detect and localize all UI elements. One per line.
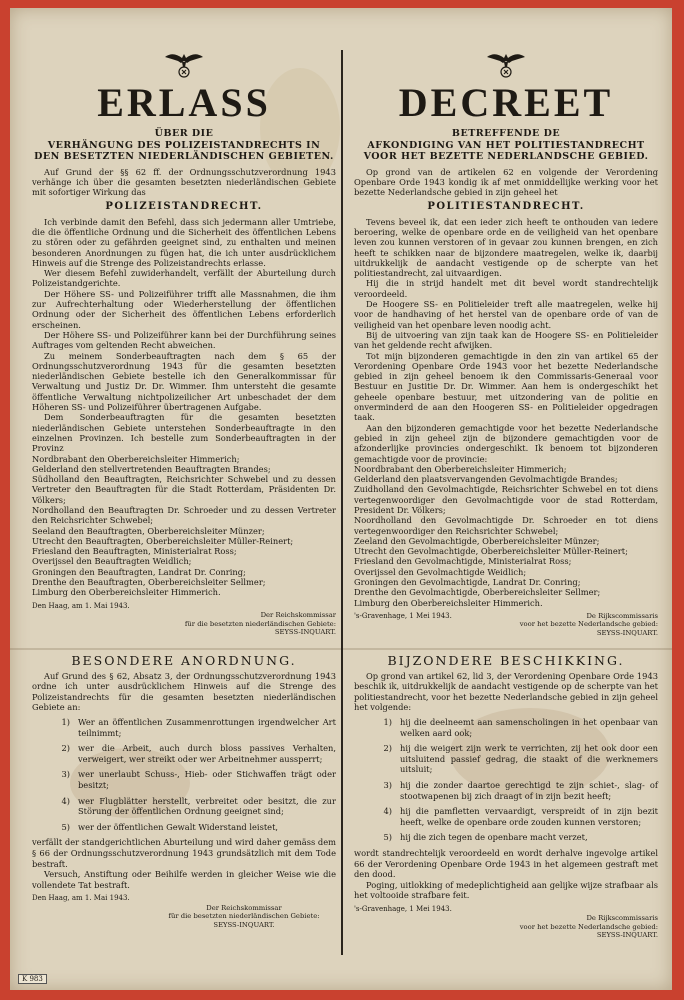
body-paragraph: Ich verbinde damit den Befehl, dass sich jedermann aller Umtriebe, die die öffentliche Ordnung und die Sicherheit des öffentlichen Lebens zu stören oder zu gefährden geeignet sind, zu enthalten und meinen besonderen Anordnungen zu fügen hat, die ich unter ausdrücklichem Hinweis auf die Strenge des Polizeistandrechts erlasse. xyxy=(32,216,336,268)
decree-subtitle: AFKONDIGING VAN HET POLITIESTANDRECHT xyxy=(367,139,645,151)
list-item: Nordholland den Beauftragten Dr. Schroeder und zu dessen Vertreter den Reichsrichter Schwebel; xyxy=(32,505,336,526)
signature-line: SEYSS-INQUART. xyxy=(213,920,275,929)
signature-block xyxy=(354,914,658,940)
list-item: Overijssel den Gevolmachtigde Weidlich; xyxy=(354,566,527,577)
list-item: Groningen den Gevolmachtigde, Landrat Dr. Conring; xyxy=(354,577,581,588)
list-item: Utrecht den Gevolmachtigde, Oberbereichsleiter Müller-Reinert; xyxy=(354,546,628,557)
signature-line: für die besetzten niederländischen Gebiete: xyxy=(184,619,336,628)
list-item: Seeland den Beauftragten, Oberbereichsleiter Münzer; xyxy=(32,525,265,536)
column-divider xyxy=(341,50,343,955)
list-item: Friesland den Gevolmachtigde, Ministerialrat Ross; xyxy=(354,556,572,567)
decree-subtitle: BETREFFENDE DE xyxy=(451,128,561,139)
item-number: 1) xyxy=(61,716,70,727)
intro-paragraph: Op grond van de artikelen 62 en volgende der Verordening Openbare Orde 1943 kondig ik af met onmiddellijke werking voor het bezette Nederlandsche gebied in zijn geheel het xyxy=(354,166,658,198)
special-order-title: BIJZONDERE BESCHIKKING. xyxy=(387,653,625,668)
decree-title: DECREET xyxy=(398,80,614,125)
intro-paragraph: Op grond van artikel 62, lid 3, der Verordening Openbare Orde 1943 beschik ik, uitdrukkelijk de aandacht vestigende op de scherpte van het politiestandrecht, voor het bezette Nederlandsche gebied in zijn geheel het volgende: xyxy=(354,670,658,713)
german-column xyxy=(32,48,336,637)
body-paragraph: Tot mijn bijzonderen gemachtigde in den zin van artikel 65 der Verordening Openbare Orde 1943 voor het bezette Nederlandsche gebied in zijn geheel benoem ik den Commissaris-Generaal voor Bestuur en Justitie Dr. Dr. Wimmer. Aan hem is ondergeschikt het geheele openbare bestuur, met uitzondering van de politie en onverminderd de aan den Hoogeren SS- en Politieleider opgedragen taak. xyxy=(354,350,658,423)
list-item xyxy=(32,796,336,817)
body-paragraph: Poging, uitlokking of medeplichtigheid aan gelijke wijze strafbaar als het voltooide strafbare feit. xyxy=(354,879,658,901)
item-text: Wer an öffentlichen Zusammenrottungen irgendwelcher Art teilnimmt; xyxy=(78,716,336,738)
list-item: Gelderland den plaatsvervangenden Gevolmachtigde Brandes; xyxy=(354,474,618,485)
province-list xyxy=(32,454,336,598)
list-item: Zuidholland den Gevolmachtigde, Reichsrichter Schwebel en tot diens vertegenwoordiger den Gevolmachtigde voor de stad Rotterdam, President Dr. Völkers; xyxy=(354,484,658,515)
signature-line: De Rijkscommissaris xyxy=(586,914,658,923)
decree-subtitle: VERHÄNGUNG DES POLIZEISTANDRECHTS IN xyxy=(47,139,321,151)
item-number: 3) xyxy=(383,779,392,790)
decree-subtitle: DEN BESETZTEN NIEDERLÄNDISCHEN GEBIETEN. xyxy=(34,151,334,162)
signature-line: SEYSS-INQUART. xyxy=(596,628,658,637)
signature-line: SEYSS-INQUART. xyxy=(274,628,336,637)
list-item: Noordholland den Gevolmachtigde Dr. Schroeder en tot diens vertegenwoordiger den Reichsrichter Schwebel; xyxy=(354,515,658,536)
item-text: wer die Arbeit, auch durch bloss passives Verhalten, verweigert, wer streikt oder wer Arbeitnehmer aussperrt; xyxy=(78,743,336,764)
signature-line: voor het bezette Nederlandsche gebied: xyxy=(519,620,658,629)
date-line: Den Haag, am 1. Mai 1943. xyxy=(32,894,130,903)
list-item: Utrecht den Beauftragten, Oberbereichsleiter Müller-Reinert; xyxy=(32,535,294,546)
body-paragraph: Der Höhere SS- und Polizeiführer kann bei der Durchführung seines Auftrages vom geltenden Recht abweichen. xyxy=(32,329,336,351)
signature-line: für die besetzten niederländischen Gebiete: xyxy=(168,912,320,921)
body-paragraph: Bij de uitvoering van zijn taak kan de Hoogere SS- en Politieleider van het geldende recht afwijken. xyxy=(354,329,658,351)
special-order-title: BESONDERE ANORDNUNG. xyxy=(71,653,297,668)
list-item: Groningen den Beauftragten, Landrat Dr. Conring; xyxy=(32,566,246,577)
german-special-order xyxy=(32,653,336,929)
archive-reference: K 983 xyxy=(18,974,47,984)
item-number: 2) xyxy=(383,743,392,754)
poster-sheet xyxy=(10,8,672,990)
decree-subtitle: VOOR HET BEZETTE NEDERLANDSCHE GEBIED. xyxy=(363,151,649,162)
list-item: Gelderland den stellvertretenden Beauftragten Brandes; xyxy=(32,463,271,474)
signature-line: Der Reichskommissar xyxy=(260,611,336,620)
item-number: 3) xyxy=(61,769,70,780)
list-item: Südholland den Beauftragten, Reichsrichter Schwebel und zu dessen Vertreter den Beauftragten für die Stadt Rotterdam, Präsidenten Dr. Völkers; xyxy=(32,474,336,505)
item-number: 5) xyxy=(61,821,70,832)
offence-list xyxy=(354,717,658,843)
signature-line: De Rijkscommissaris xyxy=(586,611,658,620)
section-heading: POLIZEISTANDRECHT. xyxy=(105,201,263,213)
item-number: 1) xyxy=(383,716,392,727)
list-item: Nordbrabant den Oberbereichsleiter Himmerich; xyxy=(32,453,240,464)
body-paragraph: Aan den bijzonderen gemachtigde voor het bezette Nederlandsche gebied in zijn geheel zijn de bijzondere gemachtigden voor de afzonderlijke provincies ondergeschikt. Ik benoem tot bijzonderen gemachtigde voor de provincie: xyxy=(354,422,658,464)
item-text: wer unerlaubt Schuss-, Hieb- oder Stichwaffen trägt oder besitzt; xyxy=(78,769,336,790)
list-item xyxy=(32,743,336,764)
date-line: 's-Gravenhage, 1 Mei 1943. xyxy=(354,904,452,913)
item-text: wer Flugblätter herstellt, verbreitet oder besitzt, die zur Störung der öffentlichen Ordnung geeignet sind; xyxy=(78,795,336,817)
list-item: Noordbrabant den Oberbereichsleiter Himmerich; xyxy=(354,463,567,474)
list-item: Drenthe den Gevolmachtigde, Oberbereichsleiter Sellmer; xyxy=(354,587,601,598)
item-number: 2) xyxy=(61,743,70,754)
list-item xyxy=(354,717,658,738)
intro-paragraph: Auf Grund der §§ 62 ff. der Ordnungsschutzverordnung 1943 verhänge ich über die gesamten besetzten niederländischen Gebiete mit sofortiger Wirkung das xyxy=(32,166,336,198)
item-text: hij die zich tegen de openbare macht verzet, xyxy=(400,832,588,843)
list-item xyxy=(354,743,658,775)
list-item: Drenthe den Beauftragten, Oberbereichsleiter Sellmer; xyxy=(32,577,266,588)
date-line: Den Haag, am 1. Mai 1943. xyxy=(32,601,130,610)
eagle-emblem-icon xyxy=(163,48,205,78)
eagle-emblem-icon xyxy=(485,48,527,78)
item-number: 4) xyxy=(61,795,70,806)
item-text: hij die deelneemt aan samenscholingen in het openbaar van welken aard ook; xyxy=(400,716,658,738)
body-paragraph: De Hoogere SS- en Politieleider treft alle maatregelen, welke hij voor de handhaving of het herstel van de openbare orde of van de veiligheid van het openbare leven noodig acht. xyxy=(354,299,658,330)
date-line: 's-Gravenhage, 1 Mei 1943. xyxy=(354,611,452,620)
dutch-column xyxy=(354,48,658,637)
body-paragraph: Hij die in strijd handelt met dit bevel wordt standrechtelijk veroordeeld. xyxy=(354,278,658,299)
list-item xyxy=(32,717,336,738)
body-paragraph: verfällt der standgerichtlichen Aburteilung und wird daher gemäss dem § 66 der Ordnungsschutzverordnung 1943 grundsätzlich mit dem Tode bestraft. xyxy=(32,837,336,869)
signature-block xyxy=(520,612,658,638)
body-paragraph: Versuch, Anstiftung oder Beihilfe werden in gleicher Weise wie die vollendete Tat bestraft. xyxy=(32,869,336,890)
body-paragraph: Tevens beveel ik, dat een ieder zich heeft te onthouden van iedere beroering, welke de openbare orde en de veiligheid van het openbare leven zou kunnen verstoren of in gevaar zou kunnen brengen, en zich heeft te schikken naar de bijzondere maatregelen, welke ik, daarbij uitdrukkelijk de aandacht vestigende op de scherpte van het politiestandrecht, zal uitvaardigen. xyxy=(354,216,658,279)
list-item: Zeeland den Gevolmachtigde, Oberbereichsleiter Münzer; xyxy=(354,535,600,546)
item-number: 4) xyxy=(383,806,392,817)
province-list xyxy=(354,464,658,608)
signature-line: voor het bezette Nederlandsche gebied: xyxy=(519,922,658,931)
list-item: Limburg den Oberbereichsleiter Himmerich. xyxy=(32,587,221,598)
date-signature-row xyxy=(354,612,658,638)
list-item xyxy=(32,769,336,790)
body-paragraph: Dem Sonderbeauftragten für die gesamten besetzten niederländischen Gebiete unterstehen Sonderbeauftragte in den einzelnen Provinzen. Ich bestelle zum Sonderbeauftragten in der Provinz xyxy=(32,412,336,454)
decree-title: ERLASS xyxy=(97,80,271,125)
body-paragraph: Wer diesem Befehl zuwiderhandelt, verfällt der Aburteilung durch Polizeistandgerichte. xyxy=(32,268,336,289)
list-item xyxy=(32,822,336,833)
list-item xyxy=(354,832,658,843)
signature-block xyxy=(32,611,336,637)
item-text: wer der öffentlichen Gewalt Widerstand leistet, xyxy=(78,821,279,832)
signature-line: Der Reichskommissar xyxy=(206,903,282,912)
body-paragraph: Zu meinem Sonderbeauftragten nach dem § 65 der Ordnungsschutzverordnung 1943 für die gesamten besetzten niederländischen Gebiete bestelle ich den Generalkommissar für Verwaltung und Justiz Dr. Dr. Wimmer. Ihm untersteht die gesamte öffentliche Verwaltung nichtpolizeilicher Art unbeschadet der dem Höheren SS- und Polizeiführer übertragenen Aufgabe. xyxy=(32,350,336,413)
list-item xyxy=(354,806,658,827)
item-text: hij die pamfletten vervaardigt, verspreidt of in zijn bezit heeft, welke de openbare orde zouden kunnen verstoren; xyxy=(400,806,658,827)
item-text: hij die zonder daartoe gerechtigd te zijn schiet-, slag- of stootwapenen bij zich draagt of in zijn bezit heeft; xyxy=(400,779,658,801)
dutch-special-order xyxy=(354,653,658,940)
list-item xyxy=(354,780,658,801)
intro-paragraph: Auf Grund des § 62, Absatz 3, der Ordnungsschutzverordnung 1943 ordne ich unter ausdrücklichem Hinweis auf die Strenge des Polizeistandrechts für die gesamten besetzten niederländischen Gebiete an: xyxy=(32,670,336,713)
body-paragraph: wordt standrechtelijk veroordeeld en wordt derhalve ingevolge artikel 66 der Verordening Openbare Orde 1943 in het algemeen gestraft met den dood. xyxy=(354,847,658,880)
body-paragraph: Der Höhere SS- und Polizeiführer trifft alle Massnahmen, die ihm zur Aufrechterhaltung oder Wiederherstellung der öffentlichen Ordnung oder der Sicherheit des öffentlichen Lebens erforderlich erscheinen. xyxy=(32,288,336,330)
item-text: hij die weigert zijn werk te verrichten, zij het ook door een uitsluitend passief gedrag, die staakt of die werknemers uitsluit; xyxy=(400,743,658,775)
list-item: Overijssel den Beauftragten Weidlich; xyxy=(32,556,192,567)
item-number: 5) xyxy=(383,832,392,843)
signature-line: SEYSS-INQUART. xyxy=(596,931,658,940)
section-heading: POLITIESTANDRECHT. xyxy=(427,201,585,213)
signature-block xyxy=(32,904,336,930)
list-item: Limburg den Oberbereichsleiter Himmerich. xyxy=(354,597,543,608)
decree-subtitle: ÜBER DIE xyxy=(154,128,214,139)
offence-list xyxy=(32,717,336,832)
list-item: Friesland den Beauftragten, Ministerialrat Ross; xyxy=(32,546,237,557)
